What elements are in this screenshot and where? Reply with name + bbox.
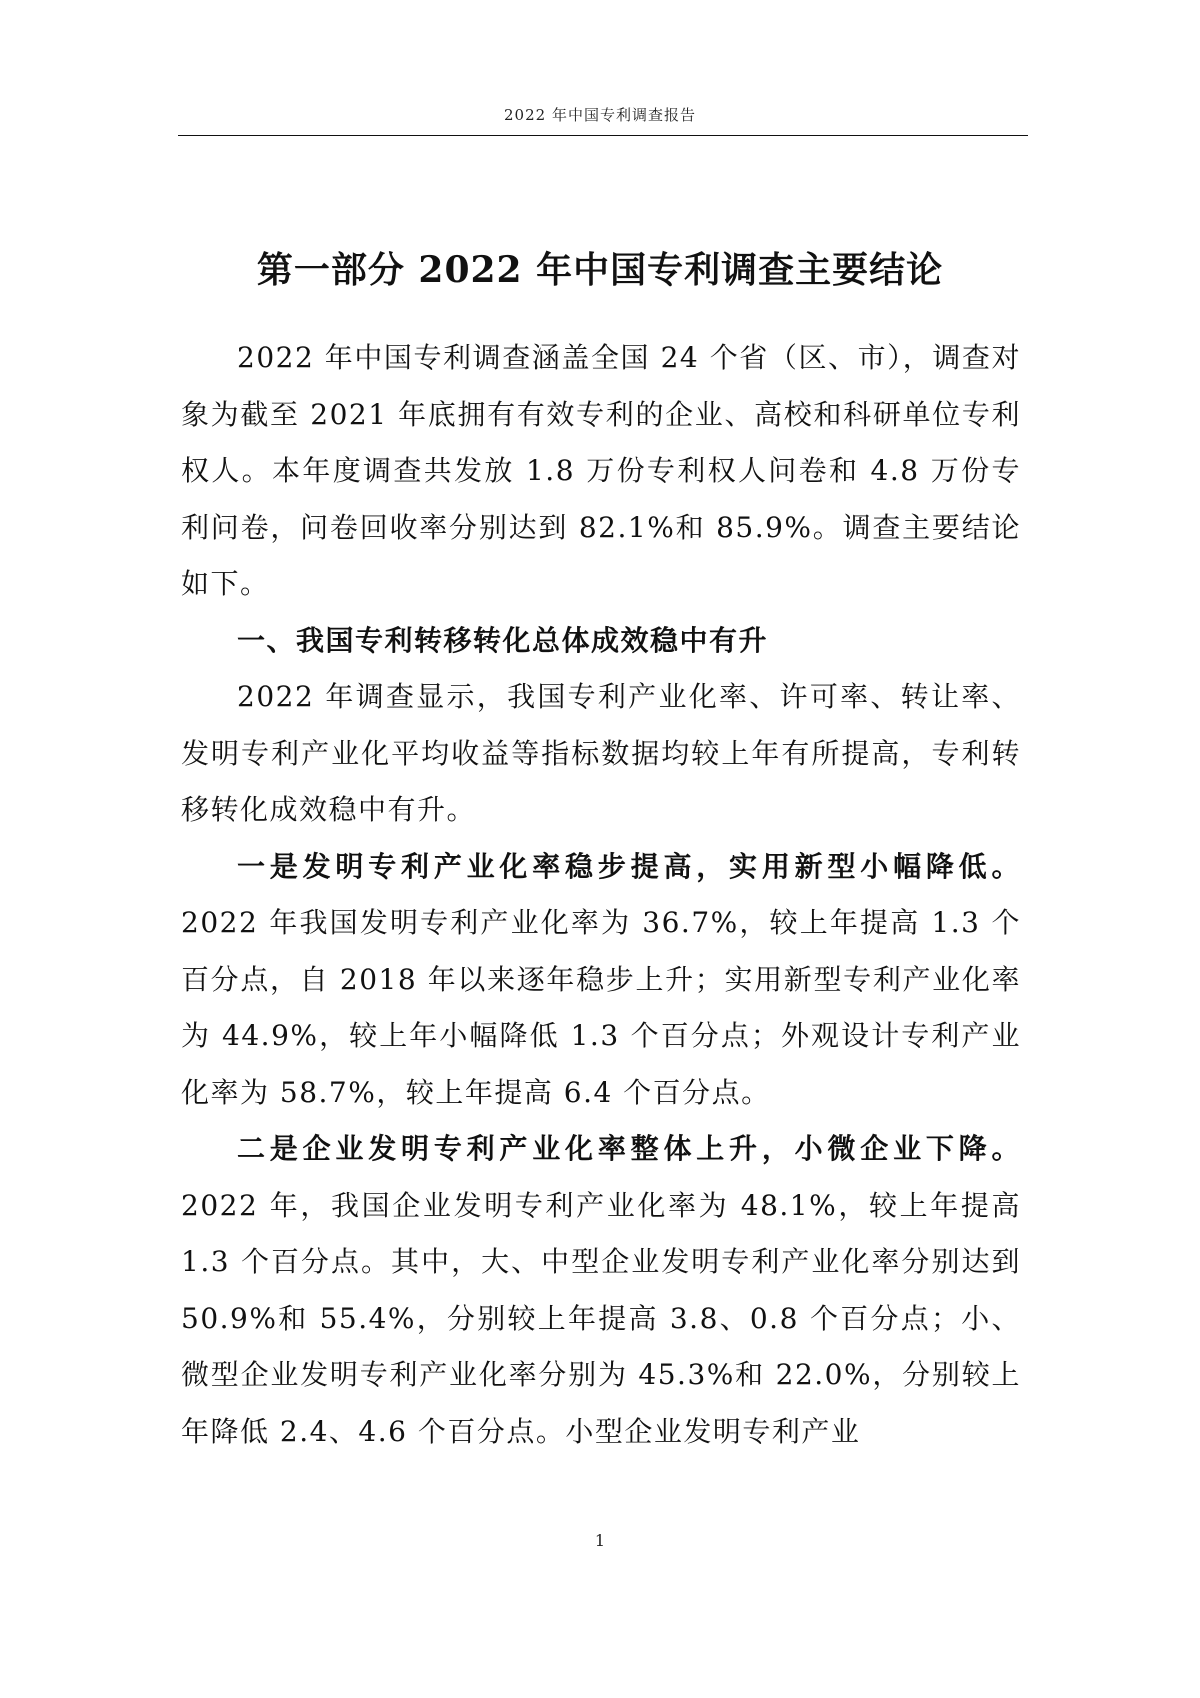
section-summary-paragraph: 2022 年调查显示，我国专利产业化率、许可率、转让率、发明专利产业化平均收益等指标数据均较上年有所提高，专利转移转化成效稳中有升。: [181, 680, 1021, 826]
header-rule: [178, 135, 1028, 136]
point2-text: 2022 年，我国企业发明专利产业化率为 48.1%，较上年提高 1.3 个百分点。其中，大、中型企业发明专利产业化率分别达到 50.9%和 55.4%，分别较上年提高 3.8、0.8 个百分点；小、微型企业发明专利产业化率分别为 45.3%和 22.0%，分别较上年降低 2.4、4.6 个百分点。小型企业发明专利产业: [181, 1188, 1021, 1448]
point1-paragraph: [181, 839, 1021, 1122]
running-header: 2022 年中国专利调查报告: [504, 106, 696, 124]
page-title: 第一部分 2022 年中国专利调查主要结论: [256, 249, 944, 291]
intro-paragraph: 2022 年中国专利调查涵盖全国 24 个省（区、市），调查对象为截至 2021 年底拥有有效专利的企业、高校和科研单位专利权人。本年度调查共发放 1.8 万份专利权人问卷和 4.8 万份专利问卷，问卷回收率分别达到 82.1%和 85.9%。调查主要结论如下。: [181, 341, 1021, 600]
section-heading: 一、我国专利转移转化总体成效稳中有升: [237, 623, 769, 657]
page-number: 1: [594, 1531, 606, 1550]
body-text: [181, 330, 1021, 1460]
point2-paragraph: [181, 1121, 1021, 1460]
point1-lead: 一是发明专利产业化率稳步提高，实用新型小幅降低。: [237, 849, 1021, 883]
point1-text: 2022 年我国发明专利产业化率为 36.7%，较上年提高 1.3 个百分点，自 2018 年以来逐年稳步上升；实用新型专利产业化率为 44.9%，较上年小幅降低 1.3 个百分点；外观设计专利产业化率为 58.7%，较上年提高 6.4 个百分点。: [181, 906, 1021, 1109]
point2-lead: 二是企业发明专利产业化率整体上升，小微企业下降。: [237, 1132, 1021, 1165]
